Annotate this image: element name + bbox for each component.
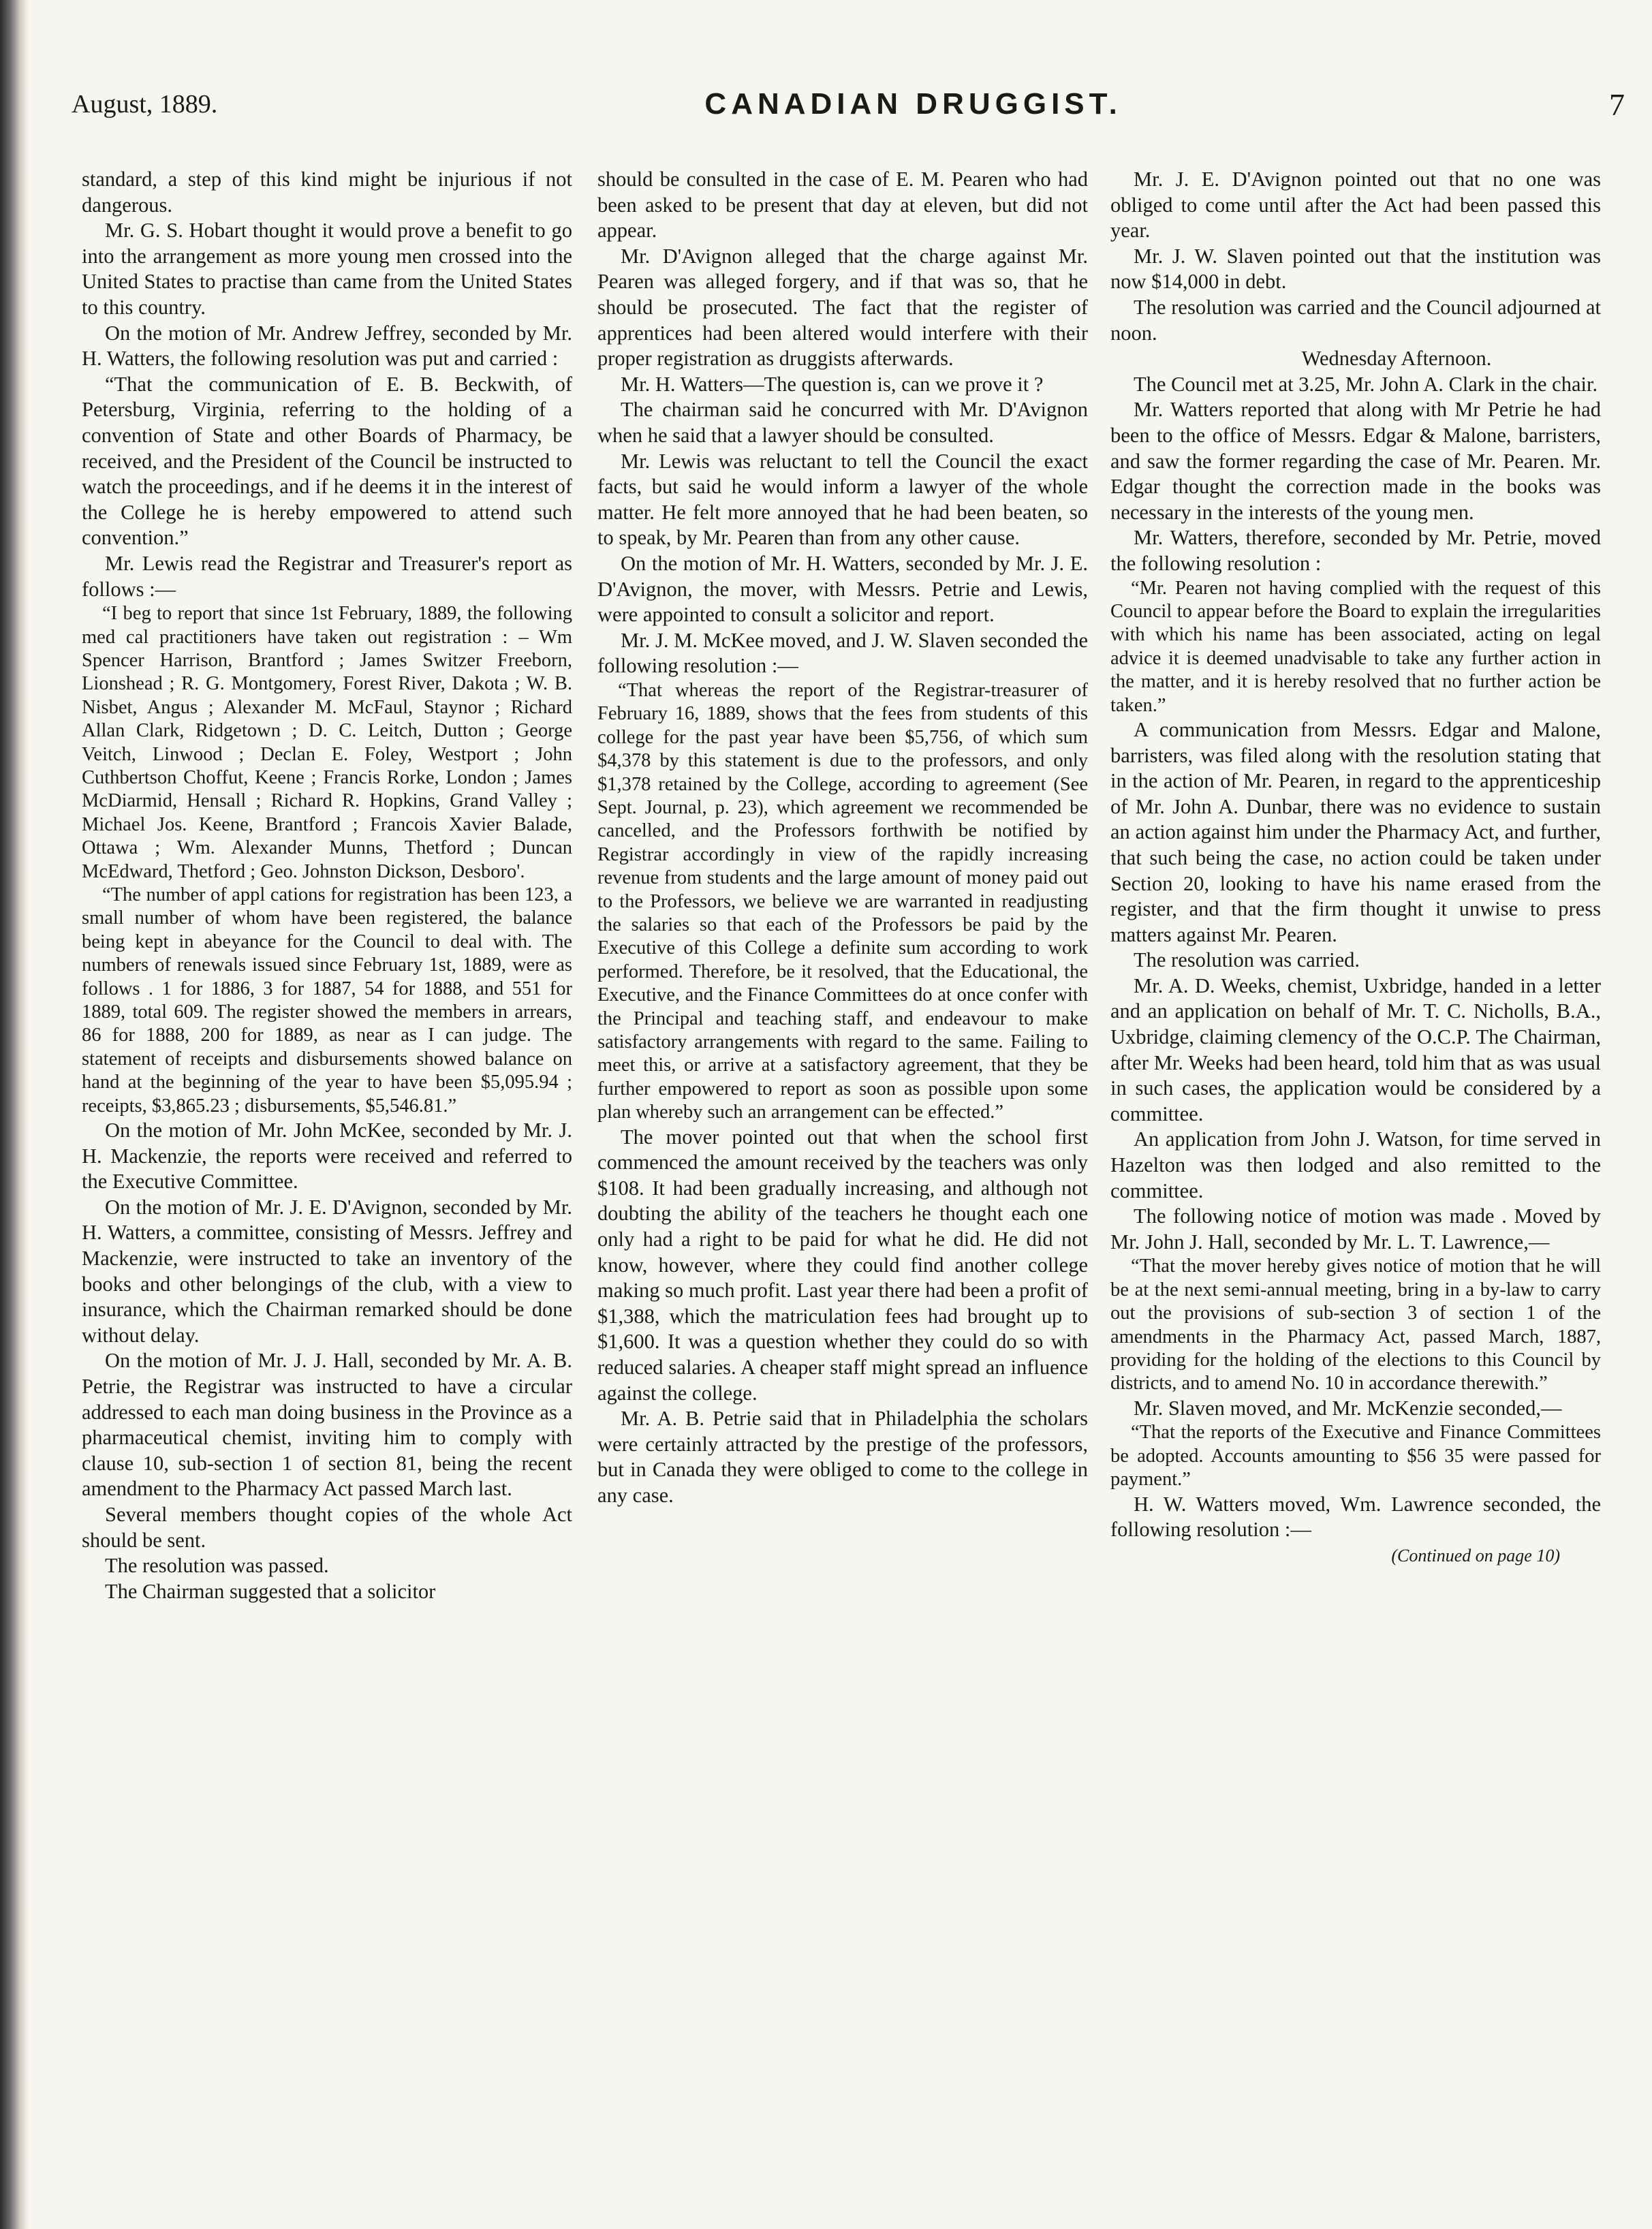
scanned-page-edge — [0, 0, 29, 2229]
page-number: 7 — [1609, 87, 1625, 122]
quoted-report: “The number of appl cations for registration has been 123, a small number of whom have been registered, the balance being kept in abeyance for the Council to deal with. The numbers of renewals issued since February 1st, 1889, were as follows . 1 for 1886, 3 for 1887, 54 for 1888, and 551 for 1889, total 609. The register showed the members in arrears, 86 for 1888, 200 for 1889, as near as I can judge. The statement of receipts and disbursements showed balance on hand at the beginning of the year to have been $5,095.94 ; receipts, $3,865.23 ; disbursements, $5,546.81.” — [82, 884, 572, 1117]
paragraph: On the motion of Mr. Andrew Jeffrey, seconded by Mr. H. Watters, the following resolution was put and carried : — [82, 321, 572, 371]
paragraph: H. W. Watters moved, Wm. Lawrence seconded, the following resolution :— — [1110, 1492, 1601, 1542]
quoted-resolution: “That the reports of the Executive and Finance Committees be adopted. Accounts amounting to $56 35 were passed for payment.” — [1110, 1422, 1601, 1491]
paragraph: The resolution was passed. — [105, 1554, 329, 1578]
paragraph: The following notice of motion was made . Moved by Mr. John J. Hall, seconded by Mr. L. T. Lawrence,— — [1110, 1204, 1601, 1253]
paragraph: Mr. Lewis was reluctant to tell the Council the exact facts, but said he would inform a lawyer of the whole matter. He felt more annoyed that he had been beaten, so to speak, by Mr. Pearen than from any other cause. — [597, 449, 1088, 550]
paragraph: Mr. Watters reported that along with Mr Petrie he had been to the office of Messrs. Edgar & Malone, barristers, and saw the former regarding the case of Mr. Pearen. Mr. Edgar thought the correction made in the books was necessary in the interests of the young men. — [1110, 398, 1601, 524]
paragraph: “That the communication of E. B. Beckwith, of Petersburg, Virginia, referring to the holding of a convention of State and other Boards of Pharmacy, be received, and the President of the Council be instructed to watch the proceedings, and if he deems it in the interest of the College he is hereby empowered to attend such convention.” — [82, 372, 572, 550]
paragraph: On the motion of Mr. J. J. Hall, seconded by Mr. A. B. Petrie, the Registrar was instructed to have a circular addressed to each man doing business in the Province as a pharmaceutical chemist, inviting him to comply with clause 10, sub-section 1 of section 81, being the recent amendment to the Pharmacy Act passed March last. — [82, 1349, 572, 1501]
paragraph: The resolution was carried and the Council adjourned at noon. — [1110, 295, 1601, 345]
paragraph: Mr. D'Avignon alleged that the charge against Mr. Pearen was alleged forgery, and if that was so, that he should be prosecuted. The fact that the register of apprentices had been altered would interfere with their proper registration as druggists afterwards. — [597, 244, 1088, 371]
paragraph: The Chairman suggested that a solicitor — [105, 1579, 436, 1603]
paragraph: Mr. Slaven moved, and Mr. McKenzie seconded,— — [1134, 1396, 1562, 1420]
paragraph: Mr. J. M. McKee moved, and J. W. Slaven seconded the following resolution :— — [597, 628, 1088, 678]
paragraph: The chairman said he concurred with Mr. D'Avignon when he said that a lawyer should be consulted. — [597, 398, 1088, 447]
paragraph: Mr. J. E. D'Avignon pointed out that no one was obliged to come until after the Act had been passed this year. — [1110, 168, 1601, 243]
paragraph: Mr. H. Watters—The question is, can we prove it ? — [621, 372, 1044, 396]
paragraph: On the motion of Mr. J. E. D'Avignon, seconded by Mr. H. Watters, a committee, consisting of Messrs. Jeffrey and Mackenzie, were instructed to take an inventory of the books and other belongings of the club, with a view to insurance, which the Chairman remarked should be done without delay. — [82, 1195, 572, 1347]
paragraph: Mr. A. D. Weeks, chemist, Uxbridge, handed in a letter and an application on behalf of Mr. T. C. Nicholls, B.A., Uxbridge, claiming clemency of the O.C.P. The Chairman, after Mr. Weeks had been heard, told him that as was usual in such cases, the application would be considered by a committee. — [1110, 973, 1601, 1125]
paragraph: standard, a step of this kind might be injurious if not dangerous. — [82, 168, 572, 217]
paragraph: Mr. J. W. Slaven pointed out that the institution was now $14,000 in debt. — [1110, 244, 1601, 294]
paragraph: The mover pointed out that when the school first commenced the amount received by the teachers was only $108. It had been gradually increasing, and although not doubting the ability of the teachers he thought each one only had a right to be paid for what he did. He did not know, however, where they could find another college making so much profit. Last year there had been a profit of $1,388, which the matriculation fees had brought up to $1,600. It was a question whether they could do so with reduced salaries. A cheaper staff might spread an influence against the college. — [597, 1125, 1088, 1405]
paragraph: Several members thought copies of the whole Act should be sent. — [82, 1502, 572, 1552]
paragraph: Mr. Watters, therefore, seconded by Mr. Petrie, moved the following resolution : — [1110, 526, 1601, 575]
paragraph: Mr. Lewis read the Registrar and Treasurer's report as follows :— — [82, 551, 572, 601]
text-column-2 — [597, 167, 1088, 1509]
quoted-report: “I beg to report that since 1st February, 1889, the following med cal practitioners have taken out registration : – Wm Spencer Harrison, Brantford ; James Switzer Freeborn, Lionshead ; R. G. Montgomery, Forest River, Dakota ; W. B. Nisbet, Angus ; Alexander M. McFaul, Staynor ; Richard Allan Clark, Ridgetown ; D. C. Leitch, Dutton ; George Veitch, Linwood ; Declan E. Foley, Westport ; John Cuthbertson Choffut, Keene ; Francis Rorke, London ; James McDiarmid, Hensall ; Richard R. Hopkins, Grand Valley ; Michael Jos. Keene, Brantford ; Francois Xavier Balade, Ottawa ; Wm. Alexander Munns, Thetford ; Duncan McEdward, Thetford ; Geo. Johnston Dickson, Desboro'. — [82, 603, 572, 882]
quoted-resolution: “That whereas the report of the Registrar-treasurer of February 16, 1889, shows that the fees from students of this college for the past year have been $5,756, of which sum $4,378 by this statement is due to the professors, and only $1,378 retained by the College, according to agreement (See Sept. Journal, p. 23), which agreement we recommended be cancelled, and the Professors forthwith be notified by Registrar accordingly in view of the rapidly increasing revenue from students and the large amount of money paid out to the Professors, we believe we are warranted in readjusting the salaries so that each of the Professors be paid by the Executive of this College a definite sum according to work performed. Therefore, be it resolved, that the Educational, the Executive, and the Finance Committees do at once confer with the Principal and teaching staff, and endeavour to make satisfactory arrangements with regard to the same. Failing to meet this, or arrive at a satisfactory agreement, that they be further empowered to report as soon as possible upon some plan whereby such an arrangement can be effected.” — [597, 679, 1088, 1123]
continued-note: (Continued on page 10) — [1391, 1545, 1560, 1565]
paragraph: On the motion of Mr. H. Watters, seconded by Mr. J. E. D'Avignon, the mover, with Messrs. Petrie and Lewis, were appointed to consult a solicitor and report. — [597, 551, 1088, 627]
paragraph: A communication from Messrs. Edgar and Malone, barristers, was filed along with the resolution stating that in the action of Mr. Pearen, in regard to the apprenticeship of Mr. John A. Dunbar, there was no evidence to sustain an action against him under the Pharmacy Act, and further, that such being the case, no action could be taken under Section 20, looking to have his name erased from the register, and that the firm thought it unwise to press matters against Mr. Pearen. — [1110, 717, 1601, 946]
quoted-notice: “That the mover hereby gives notice of motion that he will be at the next semi-annual meeting, bring in a by-law to carry out the provisions of sub-section 3 of section 1 of the amendments in the Pharmacy Act, passed March, 1887, providing for the holding of the elections to this Council by districts, and to amend No. 10 in accordance therewith.” — [1110, 1256, 1601, 1394]
paragraph: On the motion of Mr. John McKee, seconded by Mr. J. H. Mackenzie, the reports were received and referred to the Executive Committee. — [82, 1119, 572, 1194]
paragraph: Mr. A. B. Petrie said that in Philadelphia the scholars were certainly attracted by the prestige of the professors, but in Canada they were obliged to come to the college in any case. — [597, 1407, 1088, 1507]
quoted-resolution: “Mr. Pearen not having complied with the request of this Council to appear before the Board to explain the irregularities with which his name has been associated, acting on legal advice it is deemed unadvisable to take any further action in the matter, and it is hereby resolved that no further action be taken.” — [1110, 577, 1601, 716]
paragraph: should be consulted in the case of E. M. Pearen who had been asked to be present that day at eleven, but did not appear. — [597, 168, 1088, 243]
header-date: August, 1889. — [72, 90, 218, 119]
paragraph: The Council met at 3.25, Mr. John A. Clark in the chair. — [1134, 372, 1598, 396]
text-column-3 — [1110, 167, 1601, 1568]
text-column-1 — [82, 167, 572, 1604]
journal-title: CANADIAN DRUGGIST. — [704, 87, 1122, 121]
section-heading: Wednesday Afternoon. — [1301, 347, 1492, 371]
paragraph: Mr. G. S. Hobart thought it would prove a benefit to go into the arrangement as more young men crossed into the United States to practise than came from the United States to this country. — [82, 219, 572, 319]
page-header — [72, 80, 1625, 128]
paragraph: The resolution was carried. — [1134, 948, 1360, 972]
paragraph: An application from John J. Watson, for time served in Hazelton was then lodged and also remitted to the committee. — [1110, 1127, 1601, 1202]
